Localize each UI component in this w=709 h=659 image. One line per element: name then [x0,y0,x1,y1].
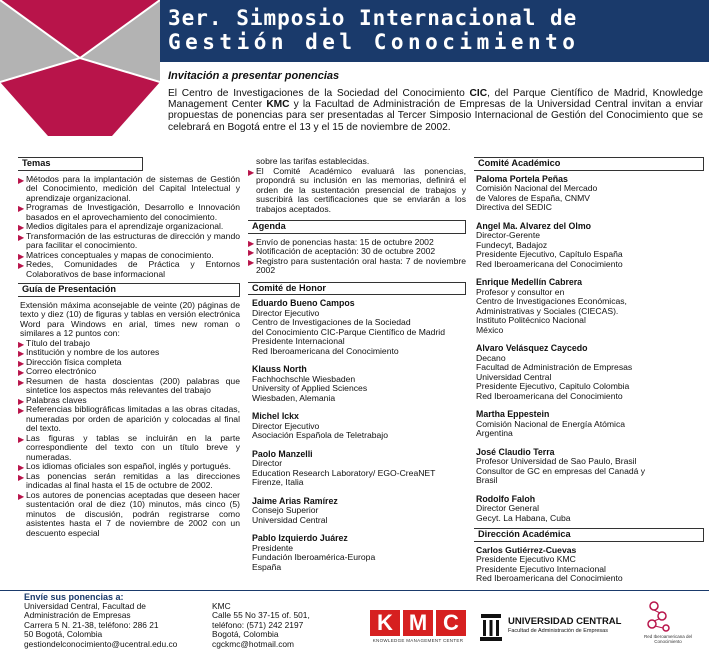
bullet-icon: ▶ [18,339,25,349]
tema-item-text: Medios digitales para el aprendizaje organizacional. [26,221,224,231]
guia-item-text: Resumen de hasta doscientas (200) palabras que sintetice los aspectos más relevantes del trabajo [26,375,240,395]
guia-intro: Extensión máxima aconsejable de veinte (20) páginas de texto y diez (10) de figuras y tablas en versión electrónica Word para Windows en arial, times new roman o similares a 12 puntos con: [20,299,240,338]
person-detail: Fachhochschle Wiesbaden [252,373,356,384]
guia-item [18,434,240,463]
person-detail: Education Research Laboratory/ EGO-CreaNET [252,467,436,478]
bullet-icon: ▶ [248,248,255,257]
bullet-icon: ▶ [18,251,25,261]
person-entry [476,410,704,439]
bullet-icon: ▶ [18,358,25,368]
person-detail: Argentina [476,428,513,438]
person-detail: Red Iberoamericana del Conocimiento [476,258,623,269]
address-line: KMC [212,601,231,611]
address-line: gestiondelconocimiento@ucentral.edu.co [24,638,178,649]
person-detail: Presidente Internacional [252,336,345,346]
bullet-icon: ▶ [18,491,25,501]
honor-heading: Comité de Honor [248,282,466,296]
person-detail: Directiva del SEDIC [476,202,552,212]
address-line: Carrera 5 N. 21-38, teléfono: 286 21 [24,619,159,630]
tema-item [18,175,240,204]
tema-item-text: Transformación de las estructuras de dirección y mando para facilitar el conocimiento. [26,230,240,250]
bullet-icon: ▶ [18,396,25,406]
guia-item-text: Institución y nombre de los autores [26,347,160,357]
person-name: Alvaro Velásquez Caycedo [476,343,588,353]
kmc-logo-k: K [370,610,400,636]
person-detail: Asociación Española de Teletrabajo [252,430,389,440]
tema-item [18,260,240,279]
address-universidad-central [24,602,177,649]
bullet-icon: ▶ [18,175,25,185]
person-detail: Director Ejecutivo [252,307,320,318]
person-detail: España [252,561,282,572]
person-detail: Red Iberoamericana del Conocimiento [252,345,399,356]
tema-item [18,232,240,251]
person-detail: University of Applied Sciences [252,383,368,393]
person-detail: Consejo Superior [252,505,319,515]
person-detail: Comisión Nacional del Mercado [476,183,598,193]
person-detail: Presidente [252,542,294,553]
guia-item-text: Referencias bibliográficas limitadas a las obras citadas, numeradas por orden de aparición y colocadas al final del texto. [26,404,240,433]
person-entry [476,222,704,270]
kmc-logo-m: M [403,610,433,636]
comite-note [248,167,466,215]
person-detail: Fundecyt, Badajoz [476,239,548,250]
person-name: Carlos Gutiérrez-Cuevas [476,544,577,555]
comite-note-text: El Comité Académico evaluará las ponencias, propondrá su inclusión en las memorias, definirá el orden de la sustentación presencial de trabajos y suscribirá las certificaciones que se enviarán a los trabajos aceptados. [256,165,466,214]
address-line: 50 Bogotá, Colombia [24,629,103,640]
person-entry [252,534,466,572]
person-name: Angel Ma. Alvarez del Olmo [476,220,592,231]
person-detail: Presidente Ejecutivo, Capitulo Colombia [476,381,630,391]
send-title: Envíe sus ponencias a: [24,592,124,602]
temas-heading: Temas [18,157,143,171]
person-detail: Director-Gerente [476,230,540,240]
tema-item-text: Programas de Investigación, Desarrollo e Innovación basados en el aprovechamiento del conocimiento. [26,202,240,222]
bullet-icon: ▶ [18,463,25,472]
person-detail: Gecyt. La Habana, Cuba [476,512,571,523]
person-entry [476,278,704,335]
bullet-icon: ▶ [18,261,25,270]
bullet-icon: ▶ [18,434,25,444]
guia-item [18,472,240,491]
footer-divider [0,590,709,591]
address-line: Universidad Central, Facultad de [24,601,146,611]
bullet-icon: ▶ [18,472,25,482]
person-detail: Profesor y consultor en [476,286,565,297]
bullet-icon: ▶ [18,232,25,242]
person-entry [476,344,704,401]
kmc-logo-c: C [436,610,466,636]
guia-item [18,405,240,434]
address-line: Calle 55 No 37-15 of. 501, [212,610,310,621]
person-detail: Fundación Iberoamérica-Europa [252,552,376,562]
person-entry [252,299,466,356]
person-name: Martha Eppestein [476,409,550,419]
person-name: Paloma Portela Peñas [476,173,568,184]
person-name: Rodolfo Faloh [476,493,536,504]
guia-item-text: Dirección física completa [26,356,122,367]
guia-cont-text: sobre las tarifas establecidas. [256,156,370,166]
person-detail: de Valores de España, CNMV [476,192,591,203]
kmc-logo-subtitle: KNOWLEDGE MANAGEMENT CENTER [372,638,464,643]
guia-item [18,377,240,396]
bullet-icon: ▶ [248,257,255,267]
person-entry [252,365,466,403]
address-line: cgckmc@hotmail.com [212,638,295,649]
agenda-list [248,238,466,276]
person-detail: Wiesbaden, Alemania [252,392,336,403]
person-detail: Consultor de GC en empresas del Canadá y [476,465,646,476]
bullet-icon: ▶ [18,406,25,415]
agenda-item [248,257,466,276]
person-detail: Director [252,458,283,468]
guia-list [18,339,240,539]
column-middle [248,157,466,581]
guia-item-text: Los idiomas oficiales son español, inglés y portugués. [26,461,231,471]
red-subtitle: Red Iberoamericana del Conocimiento [643,634,693,644]
tema-item-text: Redes, Comunidades de Práctica y Entornos Colaborativos de base informacional [26,259,240,279]
person-detail: Red Iberoamericana del Conocimiento [476,573,623,583]
person-detail: Instituto Politécnico Nacional [476,315,586,325]
person-name: Enrique Medellín Cabrera [476,277,583,287]
symposium-logo-icon [0,0,160,140]
person-detail: Administrativas y Sociales (CIECAS). [476,305,619,316]
bullet-icon: ▶ [18,204,25,213]
intro-cic: CIC [469,88,488,99]
person-detail: Presidente Ejecutivo Internacional [476,563,606,574]
bullet-icon: ▶ [18,377,25,387]
column-left [18,157,240,538]
agenda-heading: Agenda [248,220,466,234]
academico-list [474,175,704,524]
guia-item-text: Las ponencias serán remitidas a las direcciones indicadas al final hasta el 15 de octubre de 2002. [26,470,240,490]
intro-text-2: , del Parque Científico de Madrid, Knowledge Management Center [168,88,704,111]
guia-item-text: Palabras claves [26,394,87,405]
title-line-1: 3er. Simposio Internacional de [168,6,578,30]
person-detail: Universidad Central [252,514,328,525]
agenda-item-text: Envío de ponencias hasta: 15 de octubre 2002 [256,236,434,247]
uc-name: UNIVERSIDAD CENTRAL [508,616,622,627]
guia-item-text: Correo electrónico [26,366,97,376]
title-line-2: Gestión del Conocimiento [168,30,580,54]
person-detail: Centro de Investigaciones de la Sociedad [252,317,411,327]
agenda-item-text: Registro para sustentación oral hasta: 7 de noviembre 2002 [256,255,466,275]
person-entry [252,412,466,441]
honor-list [248,299,466,572]
person-detail: Director Ejecutivo [252,420,320,431]
column-right [474,157,704,584]
bullet-icon: ▶ [18,368,25,377]
direccion-heading: Dirección Académica [474,528,704,542]
intro-paragraph [168,88,703,133]
person-name: Eduardo Bueno Campos [252,298,355,308]
person-name: Michel Ickx [252,411,299,421]
person-entry [476,175,704,213]
page-title [168,6,703,54]
red-emblem-icon [636,598,700,634]
red-iberoamericana-logo [636,598,700,648]
person-name: Pablo Izquierdo Juárez [252,533,348,543]
address-kmc [212,602,310,649]
intro-text-1: El Centro de Investigaciones de la Sociedad del Conocimiento [168,88,470,99]
tema-item-text: Matrices conceptuales y mapas de conocimiento. [26,249,214,260]
person-name: Klauss North [252,364,307,374]
guia-item [18,491,240,539]
person-detail: Red Iberoamericana del Conocimiento [476,390,623,401]
temas-list [18,175,240,280]
tema-item-text: Métodos para la implantación de sistemas de Gestión del Conocimiento, medición del Capital Intelectual y aprendizaje organizacional. [26,173,240,203]
person-entry [252,497,466,526]
tema-item [18,203,240,222]
address-line: Administración de Empresas [24,610,131,621]
bullet-icon: ▶ [18,349,25,358]
person-detail: Brasil [476,475,498,485]
uc-emblem-icon [478,612,504,642]
person-detail: Facultad de Administración de Empresas [476,362,633,372]
person-detail: Universidad Central [476,371,552,382]
person-detail: Centro de Investigaciones Económicas, [476,296,627,306]
uc-subtitle: Facultad de Administración de Empresas [508,628,608,634]
person-name: Jaime Arias Ramírez [252,495,338,506]
bullet-icon: ▶ [248,238,255,248]
person-entry [476,448,704,486]
person-detail: Presidente Ejecutivo, Capítulo España [476,249,623,259]
direccion-block [474,546,704,584]
person-entry [252,450,466,488]
person-detail: Profesor Universidad de Sao Paulo, Brasil [476,456,637,466]
person-detail: Decano [476,352,506,363]
guia-item-text: Las figuras y tablas se incluirán en la parte correspondiente del texto con un título breve y numeradas. [26,432,240,462]
person-detail: Presidente Ejecutivo KMC [476,554,576,564]
intro-kmc: KMC [266,99,290,111]
agenda-item-text: Notificación de aceptación: 30 de octubre 2002 [256,246,436,256]
bullet-icon: ▶ [18,223,25,232]
guia-item-text: Los autores de ponencias aceptadas que deseen hacer sustentación oral de diez (10) minutos, más cinco (5) minutos de discusión, podrán registrarse como asistentes hasta el 7 de noviembre de 2002 con un descuento especial [26,489,240,538]
person-name: José Claudio Terra [476,446,555,457]
person-detail: Firenze, Italia [252,477,304,487]
person-name: Paolo Manzelli [252,448,313,459]
address-line: teléfono: (571) 242 2197 [212,619,304,630]
bullet-icon: ▶ [248,167,255,177]
intro-text-3: y la Facultad de Administración de Empresas de la Universidad Central invitan a enviar propuestas de ponencias para ser presentadas al Tercer Simposio Internacional de Gestión del Conocimiento que se celebrará en Bogotá entre el 13 y el 15 de noviembre de 2002. [168,99,704,133]
invitation-heading: Invitación a presentar ponencias [168,70,340,82]
guia-heading: Guía de Presentación [18,283,240,297]
person-detail: México [476,324,504,335]
person-detail: del Conocimiento CIC-Parque Científico de Madrid [252,326,445,337]
kmc-logo [370,610,466,644]
academico-heading: Comité Académico [474,157,704,171]
person-entry [476,495,704,524]
person-detail: Comisión Nacional de Energía Atómica [476,418,626,429]
address-line: Bogotá, Colombia [212,629,279,640]
person-detail: Director General [476,503,540,513]
universidad-central-logo [478,612,628,642]
guia-item-text: Título del trabajo [26,337,91,348]
